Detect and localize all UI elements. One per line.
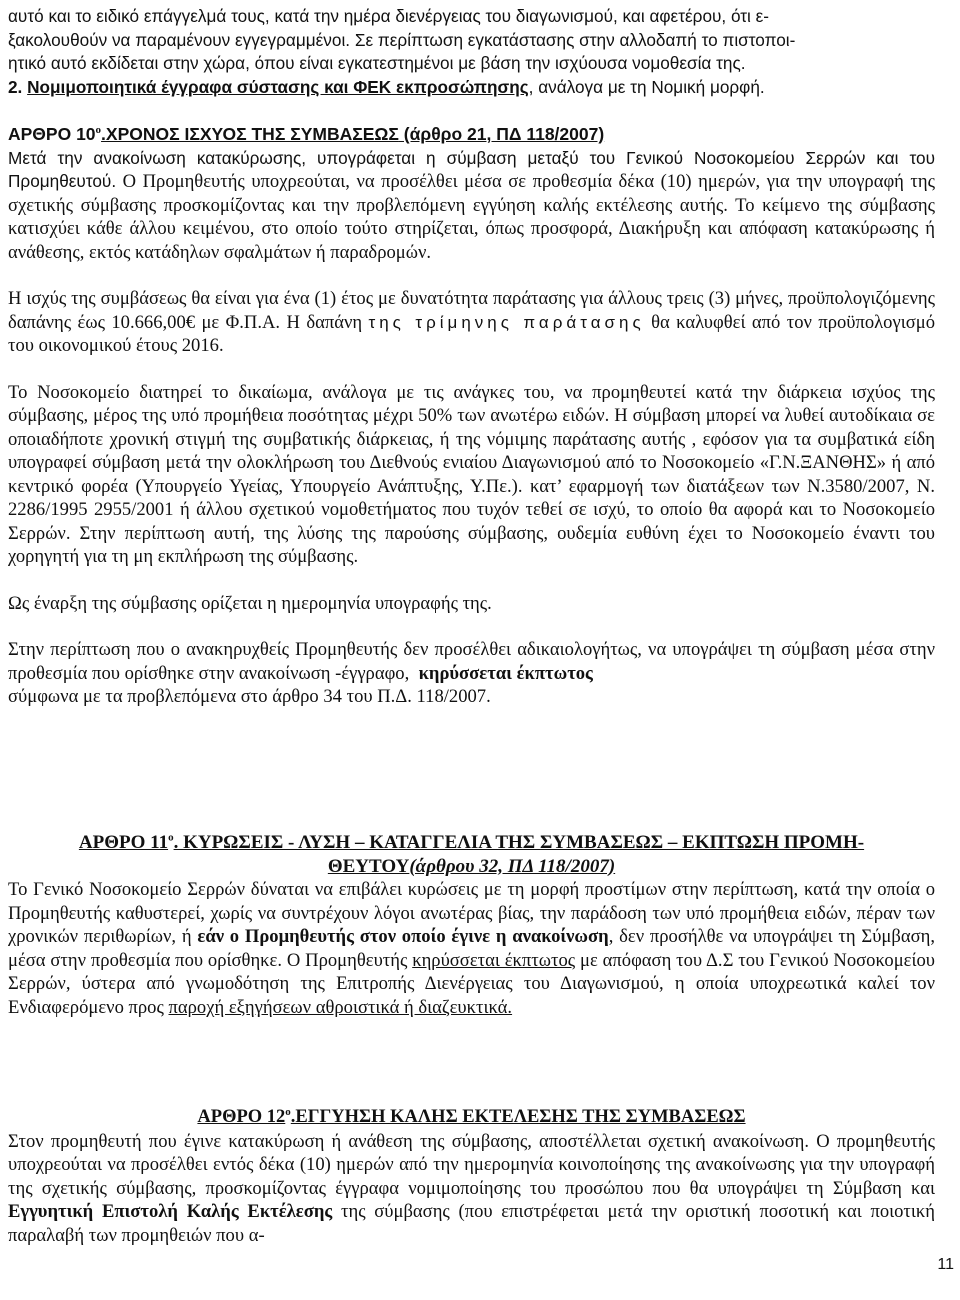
article-label: ΑΡΘΡΟ 11 [78,832,169,853]
article-10-para-3: Το Νοσοκομείο διατηρεί το δικαίωμα, ανάλογα με τις ανάγκες του, να προμηθευτεί κατά την διάρκεια ισχύος της σύμβασης, μέρος της υπό προμήθεια ποσότητας μέχρι 50% των ανωτέρω ειδών. Η σύμβαση μπορεί να λυθεί αυτοδίκαια σε οποιαδήποτε χρονική στιγμή της συμβατικής διάρκειας, ή της νόμιμης παράτασης αυτής , εφόσον για τα συμβατικά είδη υπογραφεί σύμβαση μετά την ολοκλήρωση του Διεθνούς ενιαίου Διαγωνισμού από το Νοσοκομείο «Γ.Ν.ΞΑΝΘΗΣ» ή από κεντρικό φορέα (Υπουργείο Υγείας, Υπουργείο Ανάπτυξης, Υ.Πε.). κατ’ εφαρμογή των διατάξεων των Ν.3580/2007, Ν. 2286/1995 2955/2001 ή άλλου σχετικού νομοθετήματος που τυχόν τεθεί σε ισχύ, το οποίο θα αφορά και το Νοσοκομείο Σερρών. Στην περίπτωση αυτή, της λύσης της παρούσης σύμβασης, ουδεμία ευθύνη έχει το Νοσοκομείο έναντι του χορηγητή για τη μη εκπλήρωση της σύμβασης. [8,381,935,567]
para-text: Η ισχύς της συμβάσεως θα είναι για ένα (1) έτος με δυνατότητα παράτασης για άλλους τρεις (3) μήνες, προϋπολογιζόμενης δαπάνης έως 10.666,00€ με Φ.Π.Α. Η δαπάνη [8,288,935,333]
item-bold-text: Νομιμοποιητικά έγγραφα σύστασης και ΦΕΚ εκπροσώπησης [27,76,529,97]
article-10-para-2 [8,287,935,358]
article-title: .ΧΡΟΝΟΣ ΙΣΧΥΟΣ ΤΗΣ ΣΥΜΒΑΣΕΩΣ [101,124,399,144]
article-label: ΑΡΘΡΟ 10 [8,124,96,144]
bold-text: κηρύσσεται έκπτωτος [418,662,593,684]
article-ref: (άρθρου 32, ΠΔ 118/2007) [409,855,616,877]
para-text: Στην περίπτωση που ο ανακηρυχθείς Προμηθευτής δεν προσέλθει αδικαιολογήτως, να υπογράψει τη σύμβαση μέσα στην προθεσμία που ορίσθηκε στην ανακοίνωση -έγγραφο, [8,639,935,684]
para-text: Στον προμηθευτή που έγινε κατακύρωση ή ανάθεση της σύμβασης, αποστέλλεται σχετική ανακοίνωση. Ο προμηθευτής υποχρεούται να προσέλθει εντός δέκα (10) ημερών από την ημερομηνία κοινοποίησης της ανακοίνωσης για την υπογραφή της σχετικής σύμβασης, προσκομίζοντας έγγραφα νομιμοποίησης του προσώπου που θα υπογράψει τη Σύμβαση και [8,1130,935,1199]
para-text: σύμφωνα με τα προβλεπόμενα στο άρθρο 34 του Π.Δ. 118/2007. [8,686,491,707]
para-text: με απόφαση του Δ.Σ του Γενικού Νοσοκομείου Σερρών, ύστερα από γνωμοδότηση της Επιτροπής Διενέργειας του Διαγωνισμού, η οποία υποχρεωτικά καλεί τον Ενδιαφερόμενο προς [8,949,935,1018]
article-title-cont: ΘΕΥΤΟΥ [327,855,410,877]
para-text: , δεν προσήλθε να υπογράψει τη Σύμβαση, μέσα στην προθεσμία που ορίσθηκε. Ο Προμηθευτής [8,926,935,971]
intro-line: αυτό και το ειδικό επάγγελμά τους, κατά την ημέρα διενέργειας του διαγωνισμού, και αφετέρου, ότι ε- [8,6,770,26]
spaced-text: της τρίμηνης παράτασης [368,312,645,332]
para-text: της σύμβασης (που επιστρέφεται μετά την οριστική ποσοτική και ποιοτική παραλαβή των προμηθειών που α- [8,1201,935,1246]
intro-block [8,5,935,99]
bold-text: εάν ο Προμηθευτής στον οποίο έγινε η ανακοίνωση [197,926,609,947]
article-10-para-4: Ως έναρξη της σύμβασης ορίζεται η ημερομηνία υπογραφής της. [8,592,492,614]
article-sup: ο [168,831,174,844]
article-10-para-1 [8,147,935,265]
article-12-heading [8,1106,935,1130]
para-text: θα καλυφθεί από τον προϋπολογισμό του οικονομικού έτους 2016. [8,311,935,356]
item-text: , ανάλογα με τη Νομική μορφή. [528,76,765,97]
intro-item-2 [8,76,935,100]
item-number: 2. [8,76,23,97]
article-11-heading [8,831,935,878]
para-text: Ο Προμηθευτής υποχρεούται, να προσέλθει μέσα σε προθεσμία δέκα (10) ημερών, για την υπογραφή της σχετικής σύμβασης προσκομίζοντας και την προβλεπόμενη εγγύηση καλής εκτέλεσης αυτής. Το κείμενο της σύμβασης κατισχύει κάθε άλλου κειμένου, στο οποίο τούτο στηρίζεται, όπως προσφορά, Διακήρυξη και απόφαση κατακύρωσης ή ανάθεσης, εκτός κατάδηλων σφαλμάτων ή παραδρομών. [8,171,935,263]
underlined-text: παροχή εξηγήσεων αθροιστικά ή διαζευκτικά. [168,996,513,1018]
page-number: 11 [937,1256,954,1273]
article-12 [8,1106,935,1247]
article-10 [8,123,935,709]
bold-text: Εγγυητική Επιστολή Καλής Εκτέλεσης [8,1201,333,1222]
article-title: .ΕΓΓΥΗΣΗ ΚΑΛΗΣ ΕΚΤΕΛΕΣΗΣ ΤΗΣ ΣΥΜΒΑΣΕΩΣ [290,1107,746,1127]
article-11 [8,831,935,1019]
underlined-text: κηρύσσεται έκπτωτος [412,949,576,971]
article-ref: (άρθρο 21, ΠΔ 118/2007) [398,124,605,144]
article-10-heading [8,123,935,147]
article-12-para-1 [8,1130,935,1248]
para-text: Το Γενικό Νοσοκομείο Σερρών δύναται να επιβάλει κυρώσεις με τη μορφή προστίμων στην περίπτωση, κατά την οποία ο Προμηθευτής καθυστερεί, χωρίς να συντρέχουν λόγοι ανωτέρας βίας, την παράδοση των υπό προμήθεια ειδών, πέραν των χρονικών περιθωρίων, ή [8,879,935,947]
article-10-para-5 [8,638,935,709]
intro-line: ητικό αυτό εκδίδεται στην χώρα, όπου είναι εγκατεστημένοι με βάση την ισχύουσα νομοθεσία της. [8,53,746,73]
article-title: . ΚΥΡΩΣΕΙΣ - ΛΥΣΗ – ΚΑΤΑΓΓΕΛΙΑ ΤΗΣ ΣΥΜΒΑΣΕΩΣ – ΕΚΠΤΩΣΗ ΠΡΟΜΗ- [173,832,865,853]
article-11-para-1 [8,878,935,1019]
para-text-sans: Μετά την ανακοίνωση κατακύρωσης, υπογράφεται η σύμβαση μεταξύ του Γενικού Νοσοκομείου Σερρών και του Προμηθευτού. [8,147,935,191]
intro-line: ξακολουθούν να παραμένουν εγγεγραμμένοι. Σε περίπτωση εγκατάστασης στην αλλοδαπή το πιστοποι- [8,29,796,50]
article-sup: ο [285,1105,291,1118]
article-label: ΑΡΘΡΟ 12 [197,1107,286,1127]
article-sup: ο [95,123,102,136]
